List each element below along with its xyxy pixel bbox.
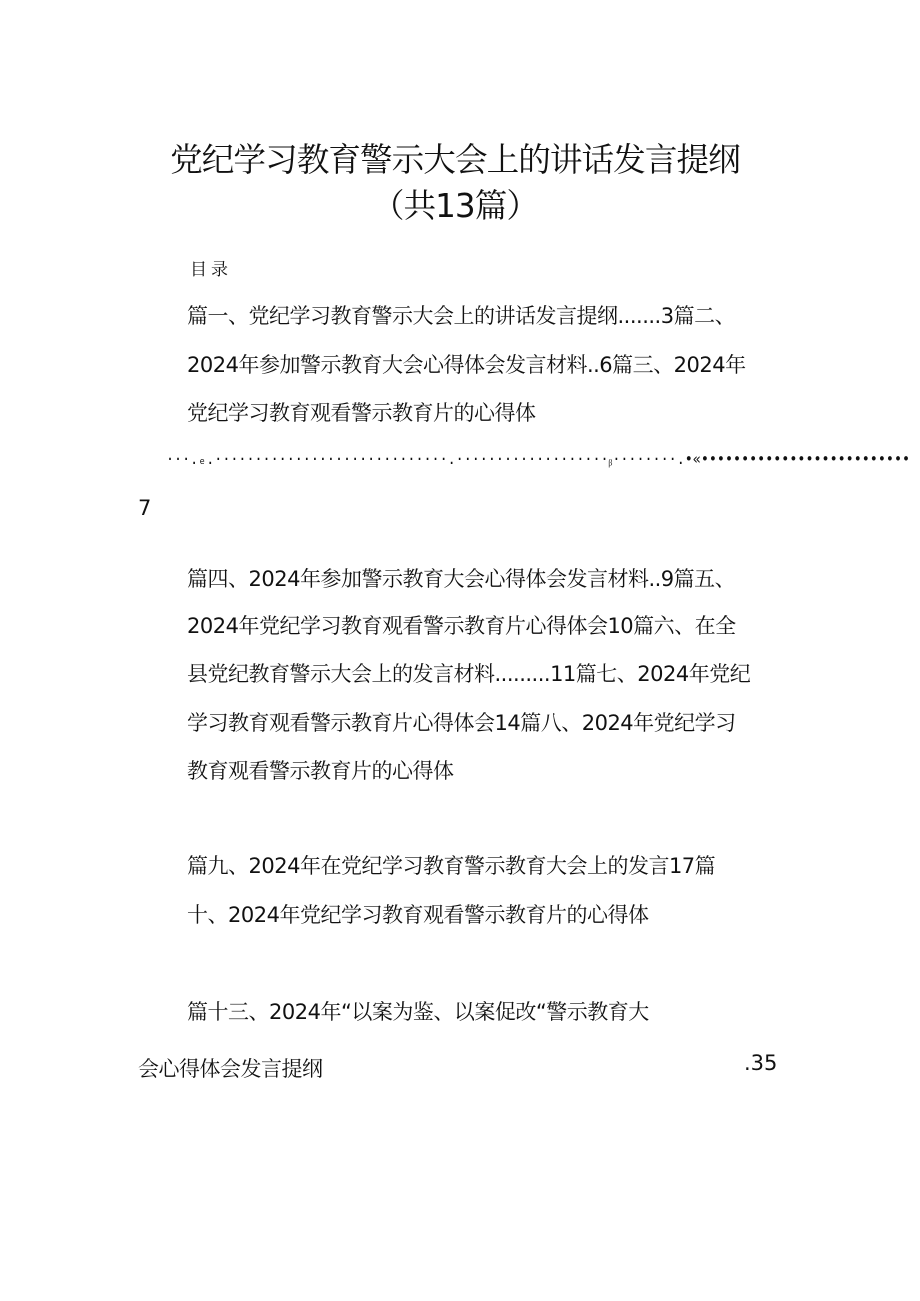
toc-line: 十、2024年党纪学习教育观看警示教育片的心得体 [187,903,649,927]
dot-leader: ···.ₑ.·····························.···················ᵦ········.•«•••••••••••••••••••••••••• [166,450,911,468]
toc-line: 2024年参加警示教育大会心得体会发言材料..6篇三、2024年 [187,353,746,377]
document-title-line1: 党纪学习教育警示大会上的讲话发言提纲 [170,140,740,179]
toc-page-number: 7 [138,496,151,520]
toc-page-number: .35 [744,1051,778,1075]
document-title-line2: （共13篇） [371,186,539,225]
toc-line: 篇十三、2024年“以案为鉴、以案促改“警示教育大 [187,1000,649,1024]
toc-line: 2024年党纪学习教育观看警示教育片心得体会10篇六、在全 [187,614,736,638]
toc-line: 篇四、2024年参加警示教育大会心得体会发言材料..9篇五、 [187,567,736,591]
toc-line: 篇一、党纪学习教育警示大会上的讲话发言提纲.......3篇二、 [187,304,736,328]
toc-line: 学习教育观看警示教育片心得体会14篇八、2024年党纪学习 [187,711,736,735]
toc-line: 教育观看警示教育片的心得体 [187,759,454,783]
toc-line: 篇九、2024年在党纪学习教育警示教育大会上的发言17篇 [187,854,716,878]
toc-line: 党纪学习教育观看警示教育片的心得体 [187,401,536,425]
toc-line: 县党纪教育警示大会上的发言材料.........11篇七、2024年党纪 [187,662,751,686]
toc-line: 会心得体会发言提纲 [138,1057,323,1081]
toc-heading: 目录 [190,260,232,280]
